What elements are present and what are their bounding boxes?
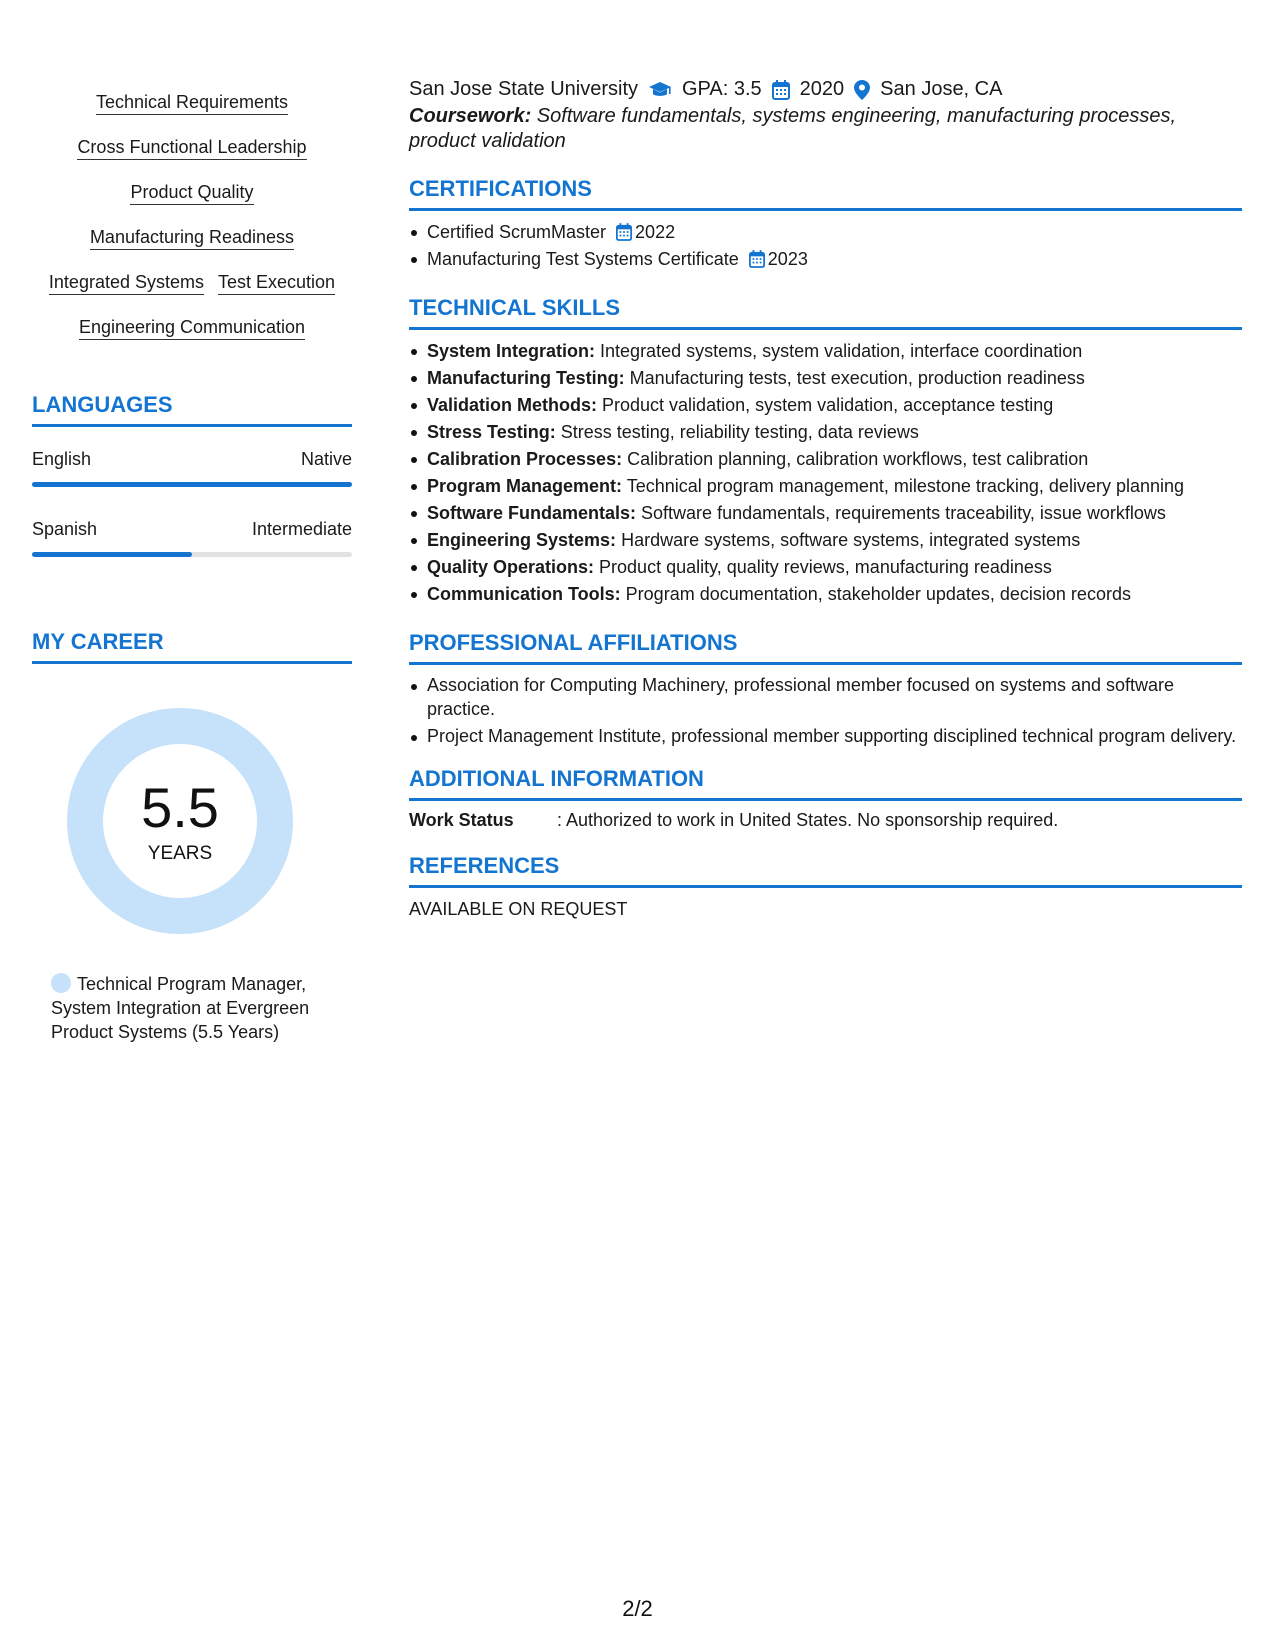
languages-section [32,392,352,557]
school-location: San Jose, CA [880,78,1003,100]
list-item [409,338,1242,365]
cert-name: Certified ScrumMaster [427,222,607,242]
education-line [409,78,1242,101]
certifications-heading: CERTIFICATIONS [409,176,1242,211]
language-level: Intermediate [251,519,352,539]
skill-text: Product validation, system validation, acceptance testing [597,395,1054,415]
list-item [409,500,1242,527]
skill-label: Validation Methods: [427,395,598,415]
references-text: AVAILABLE ON REQUEST [409,899,628,919]
language-bar-fill [32,482,352,487]
list-item: Association for Computing Machinery, professional member focused on systems and software practice. [409,673,1242,721]
skill-label: Quality Operations: [427,557,595,577]
technical-skills-list [409,338,1242,608]
graduation-cap-icon [648,80,672,100]
list-item [409,473,1242,500]
skill-tag: Test Execution [218,270,335,295]
language-bar [32,482,352,487]
work-status-key: Work Status [409,810,514,830]
cert-year: 2022 [635,222,676,242]
languages-heading: LANGUAGES [32,392,352,427]
certifications-list [409,219,1242,273]
skill-tag: Integrated Systems [49,270,204,295]
career-donut [67,708,293,934]
skill-tag: Technical Requirements [96,90,288,115]
left-column [32,80,352,1044]
page-number: 2/2 [622,1596,653,1621]
language-row [32,449,352,470]
skill-text: Stress testing, reliability testing, data reviews [555,422,919,442]
skill-label: Program Management: [427,476,623,496]
coursework-label: Coursework: [409,105,532,127]
graduation-year: 2020 [799,78,845,100]
career-section [32,629,352,1044]
career-unit: YEARS [147,843,213,864]
legend-dot-icon [51,973,71,993]
language-level: Native [300,449,352,469]
skill-text: Manufacturing tests, test execution, production readiness [624,368,1085,388]
language-row [32,519,352,540]
affiliations-list [409,673,1242,748]
skill-label: Communication Tools: [427,584,621,604]
list-item [409,419,1242,446]
coursework-text: Software fundamentals, systems engineering, manufacturing processes, product validation [409,105,1177,152]
technical-skills-heading: TECHNICAL SKILLS [409,295,1242,330]
career-item-text: Technical Program Manager, System Integration at Evergreen Product Systems (5.5 Years) [51,974,310,1042]
skill-text: Technical program management, milestone tracking, delivery planning [622,476,1185,496]
language-name: English [32,449,92,469]
skill-label: Manufacturing Testing: [427,368,625,388]
skills-tags [32,80,352,350]
work-status-row [409,810,1242,831]
skill-label: Calibration Processes: [427,449,623,469]
language-bar [32,552,352,557]
calendar-icon [616,223,632,241]
work-status-value: : Authorized to work in United States. No sponsorship required. [557,810,1059,830]
language-name: Spanish [32,519,98,539]
skill-text: Software fundamentals, requirements traceability, issue workflows [636,503,1166,523]
career-item [51,972,331,1044]
list-item [409,246,1242,273]
location-pin-icon [854,80,870,100]
list-item [409,554,1242,581]
list-item [409,392,1242,419]
cert-name: Manufacturing Test Systems Certificate [427,249,739,269]
right-column [409,78,1242,920]
calendar-icon [772,80,790,100]
list-item [409,365,1242,392]
skill-label: Engineering Systems: [427,530,617,550]
coursework [409,104,1242,154]
skill-text: Integrated systems, system validation, interface coordination [595,341,1083,361]
skill-text: Program documentation, stakeholder updates, decision records [620,584,1131,604]
affiliations-heading: PROFESSIONAL AFFILIATIONS [409,630,1242,665]
list-item [409,527,1242,554]
skill-tag: Engineering Communication [79,315,305,340]
skill-label: System Integration: [427,341,596,361]
skill-tag: Manufacturing Readiness [90,225,294,250]
additional-info-heading: ADDITIONAL INFORMATION [409,766,1242,801]
career-total: 5.5 [141,776,219,839]
list-item [409,446,1242,473]
cert-year: 2023 [767,249,808,269]
skill-text: Hardware systems, software systems, integrated systems [616,530,1081,550]
career-heading: MY CAREER [32,629,352,664]
skill-tag: Cross Functional Leadership [77,135,306,160]
language-bar-fill [32,552,192,557]
list-item [409,219,1242,246]
list-item [409,581,1242,608]
skill-tag: Product Quality [130,180,253,205]
gpa: GPA: 3.5 [682,78,762,100]
calendar-icon [749,250,765,268]
skill-label: Software Fundamentals: [427,503,637,523]
skill-label: Stress Testing: [427,422,556,442]
school-name: San Jose State University [409,78,638,100]
skill-text: Calibration planning, calibration workflows, test calibration [622,449,1089,469]
references-heading: REFERENCES [409,853,1242,888]
skill-text: Product quality, quality reviews, manufacturing readiness [594,557,1052,577]
list-item: Project Management Institute, professional member supporting disciplined technical program delivery. [409,724,1242,748]
